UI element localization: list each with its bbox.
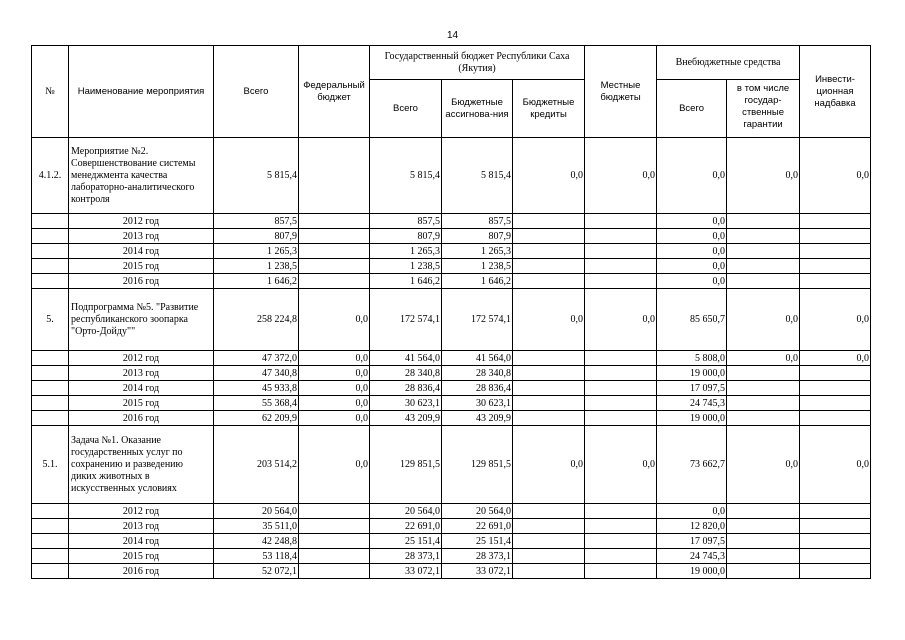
section-row <box>32 138 871 214</box>
header-num: № <box>32 46 69 138</box>
year-label: 2012 год <box>69 351 214 366</box>
value-cell <box>299 138 370 214</box>
value-cell <box>800 564 871 579</box>
year-num-cell <box>32 519 69 534</box>
value-cell: 17 097,5 <box>657 534 727 549</box>
value-cell: 0,0 <box>727 426 800 504</box>
value-cell <box>585 214 657 229</box>
value-cell <box>585 381 657 396</box>
value-cell: 129 851,5 <box>442 426 513 504</box>
page-number: 14 <box>446 30 459 41</box>
year-num-cell <box>32 504 69 519</box>
year-label: 2015 год <box>69 549 214 564</box>
value-cell: 0,0 <box>800 289 871 351</box>
value-cell: 33 072,1 <box>442 564 513 579</box>
value-cell: 25 151,4 <box>442 534 513 549</box>
value-cell: 0,0 <box>299 411 370 426</box>
value-cell <box>800 366 871 381</box>
year-label: 2015 год <box>69 259 214 274</box>
value-cell <box>513 229 585 244</box>
value-cell <box>299 534 370 549</box>
year-num-cell <box>32 396 69 411</box>
value-cell: 0,0 <box>299 381 370 396</box>
value-cell: 5 815,4 <box>214 138 299 214</box>
value-cell <box>585 504 657 519</box>
header-extra-guarantees: в том числе государ-ственные гарантии <box>727 80 800 138</box>
value-cell <box>513 351 585 366</box>
value-cell: 28 373,1 <box>370 549 442 564</box>
value-cell: 0,0 <box>585 138 657 214</box>
value-cell: 172 574,1 <box>442 289 513 351</box>
year-num-cell <box>32 534 69 549</box>
value-cell <box>727 549 800 564</box>
value-cell <box>800 381 871 396</box>
value-cell <box>513 381 585 396</box>
value-cell <box>585 534 657 549</box>
value-cell: 203 514,2 <box>214 426 299 504</box>
value-cell <box>800 229 871 244</box>
value-cell: 0,0 <box>727 138 800 214</box>
year-row <box>32 214 871 229</box>
section-row <box>32 426 871 504</box>
year-label: 2013 год <box>69 229 214 244</box>
value-cell: 25 151,4 <box>370 534 442 549</box>
value-cell: 0,0 <box>657 138 727 214</box>
value-cell: 24 745,3 <box>657 549 727 564</box>
value-cell <box>585 244 657 259</box>
value-cell <box>513 244 585 259</box>
value-cell <box>727 214 800 229</box>
value-cell <box>585 274 657 289</box>
value-cell: 73 662,7 <box>657 426 727 504</box>
value-cell <box>299 564 370 579</box>
value-cell: 19 000,0 <box>657 366 727 381</box>
value-cell <box>585 396 657 411</box>
section-number: 4.1.2. <box>32 138 69 214</box>
year-label: 2012 год <box>69 504 214 519</box>
year-label: 2016 год <box>69 274 214 289</box>
year-label: 2013 год <box>69 366 214 381</box>
header-local: Местные бюджеты <box>585 46 657 138</box>
year-num-cell <box>32 274 69 289</box>
value-cell: 0,0 <box>299 351 370 366</box>
value-cell: 0,0 <box>657 274 727 289</box>
year-num-cell <box>32 351 69 366</box>
year-row <box>32 259 871 274</box>
value-cell: 0,0 <box>800 351 871 366</box>
year-row <box>32 351 871 366</box>
year-num-cell <box>32 381 69 396</box>
value-cell <box>727 366 800 381</box>
value-cell: 53 118,4 <box>214 549 299 564</box>
value-cell <box>727 274 800 289</box>
year-row <box>32 534 871 549</box>
value-cell: 20 564,0 <box>442 504 513 519</box>
value-cell: 0,0 <box>800 426 871 504</box>
value-cell <box>299 229 370 244</box>
value-cell <box>513 519 585 534</box>
header-state-credit: Бюджетные кредиты <box>513 80 585 138</box>
value-cell: 22 691,0 <box>442 519 513 534</box>
year-label: 2014 год <box>69 244 214 259</box>
value-cell <box>800 244 871 259</box>
value-cell <box>513 564 585 579</box>
value-cell: 20 564,0 <box>370 504 442 519</box>
value-cell <box>299 504 370 519</box>
value-cell: 5 808,0 <box>657 351 727 366</box>
value-cell <box>800 504 871 519</box>
value-cell: 0,0 <box>657 229 727 244</box>
year-label: 2014 год <box>69 381 214 396</box>
year-num-cell <box>32 259 69 274</box>
value-cell: 0,0 <box>657 504 727 519</box>
value-cell <box>513 504 585 519</box>
header-name: Наименование мероприятия <box>69 46 214 138</box>
value-cell <box>299 259 370 274</box>
value-cell: 33 072,1 <box>370 564 442 579</box>
value-cell: 43 209,9 <box>370 411 442 426</box>
value-cell: 129 851,5 <box>370 426 442 504</box>
value-cell: 857,5 <box>442 214 513 229</box>
value-cell: 1 646,2 <box>442 274 513 289</box>
value-cell: 0,0 <box>299 289 370 351</box>
value-cell: 41 564,0 <box>442 351 513 366</box>
value-cell <box>585 229 657 244</box>
value-cell: 1 646,2 <box>214 274 299 289</box>
year-num-cell <box>32 549 69 564</box>
value-cell: 258 224,8 <box>214 289 299 351</box>
header-invest: Инвести-ционная надбавка <box>800 46 871 138</box>
value-cell: 0,0 <box>800 138 871 214</box>
value-cell: 47 340,8 <box>214 366 299 381</box>
value-cell: 28 836,4 <box>442 381 513 396</box>
value-cell: 0,0 <box>585 426 657 504</box>
table-body <box>32 138 871 579</box>
value-cell: 0,0 <box>657 214 727 229</box>
value-cell: 42 248,8 <box>214 534 299 549</box>
section-name: Мероприятие №2. Совершенствование системы менеджмента качества лабораторно-аналитического контроля <box>69 138 214 214</box>
year-num-cell <box>32 244 69 259</box>
value-cell: 1 238,5 <box>442 259 513 274</box>
year-label: 2016 год <box>69 564 214 579</box>
value-cell <box>299 244 370 259</box>
value-cell <box>727 381 800 396</box>
header-extra-total: Всего <box>657 80 727 138</box>
budget-table <box>31 45 871 579</box>
value-cell: 857,5 <box>214 214 299 229</box>
value-cell <box>800 411 871 426</box>
value-cell <box>585 351 657 366</box>
value-cell: 12 820,0 <box>657 519 727 534</box>
header-total: Всего <box>214 46 299 138</box>
year-num-cell <box>32 214 69 229</box>
value-cell <box>585 549 657 564</box>
value-cell: 47 372,0 <box>214 351 299 366</box>
value-cell: 19 000,0 <box>657 564 727 579</box>
value-cell <box>299 274 370 289</box>
value-cell: 1 265,3 <box>442 244 513 259</box>
value-cell: 30 623,1 <box>370 396 442 411</box>
value-cell <box>727 504 800 519</box>
year-num-cell <box>32 411 69 426</box>
value-cell <box>299 214 370 229</box>
year-label: 2014 год <box>69 534 214 549</box>
year-row <box>32 244 871 259</box>
year-num-cell <box>32 229 69 244</box>
header-state-total: Всего <box>370 80 442 138</box>
value-cell: 0,0 <box>585 289 657 351</box>
year-row <box>32 564 871 579</box>
value-cell <box>513 214 585 229</box>
year-row <box>32 411 871 426</box>
value-cell: 0,0 <box>727 351 800 366</box>
value-cell <box>800 519 871 534</box>
value-cell: 35 511,0 <box>214 519 299 534</box>
value-cell <box>727 229 800 244</box>
value-cell <box>727 259 800 274</box>
year-row <box>32 274 871 289</box>
value-cell: 807,9 <box>214 229 299 244</box>
value-cell <box>800 274 871 289</box>
value-cell: 28 836,4 <box>370 381 442 396</box>
year-row <box>32 396 871 411</box>
section-number: 5. <box>32 289 69 351</box>
year-row <box>32 549 871 564</box>
year-num-cell <box>32 564 69 579</box>
section-name: Подпрограмма №5. "Развитие республиканского зоопарка "Орто-Дойду"" <box>69 289 214 351</box>
header-federal: Федеральный бюджет <box>299 46 370 138</box>
value-cell: 172 574,1 <box>370 289 442 351</box>
value-cell: 1 238,5 <box>370 259 442 274</box>
value-cell: 0,0 <box>513 289 585 351</box>
value-cell: 0,0 <box>299 366 370 381</box>
value-cell: 43 209,9 <box>442 411 513 426</box>
value-cell <box>727 244 800 259</box>
section-name: Задача №1. Оказание государственных услуг по сохранению и разведению диких животных в искусственных условиях <box>69 426 214 504</box>
value-cell <box>513 274 585 289</box>
value-cell <box>513 366 585 381</box>
value-cell: 28 340,8 <box>442 366 513 381</box>
value-cell: 1 646,2 <box>370 274 442 289</box>
year-num-cell <box>32 366 69 381</box>
value-cell: 62 209,9 <box>214 411 299 426</box>
value-cell <box>727 534 800 549</box>
value-cell <box>585 366 657 381</box>
value-cell <box>727 564 800 579</box>
value-cell: 24 745,3 <box>657 396 727 411</box>
value-cell: 17 097,5 <box>657 381 727 396</box>
value-cell <box>513 534 585 549</box>
value-cell: 0,0 <box>513 138 585 214</box>
header-state-group: Государственный бюджет Республики Саха (Якутия) <box>370 46 585 80</box>
value-cell: 1 265,3 <box>214 244 299 259</box>
value-cell: 52 072,1 <box>214 564 299 579</box>
year-row <box>32 504 871 519</box>
table-header <box>32 46 871 138</box>
header-extra-group: Внебюджетные средства <box>657 46 800 80</box>
value-cell: 30 623,1 <box>442 396 513 411</box>
value-cell <box>727 519 800 534</box>
value-cell <box>800 549 871 564</box>
year-row <box>32 366 871 381</box>
value-cell: 807,9 <box>442 229 513 244</box>
value-cell: 1 265,3 <box>370 244 442 259</box>
value-cell <box>513 396 585 411</box>
value-cell: 55 368,4 <box>214 396 299 411</box>
value-cell <box>585 564 657 579</box>
value-cell <box>299 549 370 564</box>
value-cell: 19 000,0 <box>657 411 727 426</box>
value-cell <box>727 396 800 411</box>
year-label: 2015 год <box>69 396 214 411</box>
value-cell: 85 650,7 <box>657 289 727 351</box>
value-cell <box>800 396 871 411</box>
value-cell: 0,0 <box>299 426 370 504</box>
value-cell <box>585 519 657 534</box>
header-state-alloc: Бюджетные ассигнова-ния <box>442 80 513 138</box>
value-cell: 0,0 <box>727 289 800 351</box>
year-row <box>32 229 871 244</box>
year-label: 2012 год <box>69 214 214 229</box>
value-cell <box>513 411 585 426</box>
value-cell: 22 691,0 <box>370 519 442 534</box>
value-cell: 807,9 <box>370 229 442 244</box>
value-cell: 20 564,0 <box>214 504 299 519</box>
value-cell <box>727 411 800 426</box>
value-cell: 5 815,4 <box>370 138 442 214</box>
value-cell: 45 933,8 <box>214 381 299 396</box>
section-row <box>32 289 871 351</box>
value-cell: 5 815,4 <box>442 138 513 214</box>
value-cell: 0,0 <box>657 244 727 259</box>
value-cell <box>585 259 657 274</box>
value-cell <box>800 534 871 549</box>
value-cell: 0,0 <box>657 259 727 274</box>
value-cell: 1 238,5 <box>214 259 299 274</box>
year-label: 2013 год <box>69 519 214 534</box>
value-cell: 28 340,8 <box>370 366 442 381</box>
value-cell <box>513 259 585 274</box>
year-row <box>32 519 871 534</box>
value-cell <box>513 549 585 564</box>
value-cell <box>299 519 370 534</box>
value-cell: 0,0 <box>299 396 370 411</box>
value-cell <box>800 214 871 229</box>
year-label: 2016 год <box>69 411 214 426</box>
value-cell: 41 564,0 <box>370 351 442 366</box>
value-cell <box>800 259 871 274</box>
section-number: 5.1. <box>32 426 69 504</box>
value-cell: 0,0 <box>513 426 585 504</box>
value-cell: 28 373,1 <box>442 549 513 564</box>
value-cell <box>585 411 657 426</box>
value-cell: 857,5 <box>370 214 442 229</box>
year-row <box>32 381 871 396</box>
